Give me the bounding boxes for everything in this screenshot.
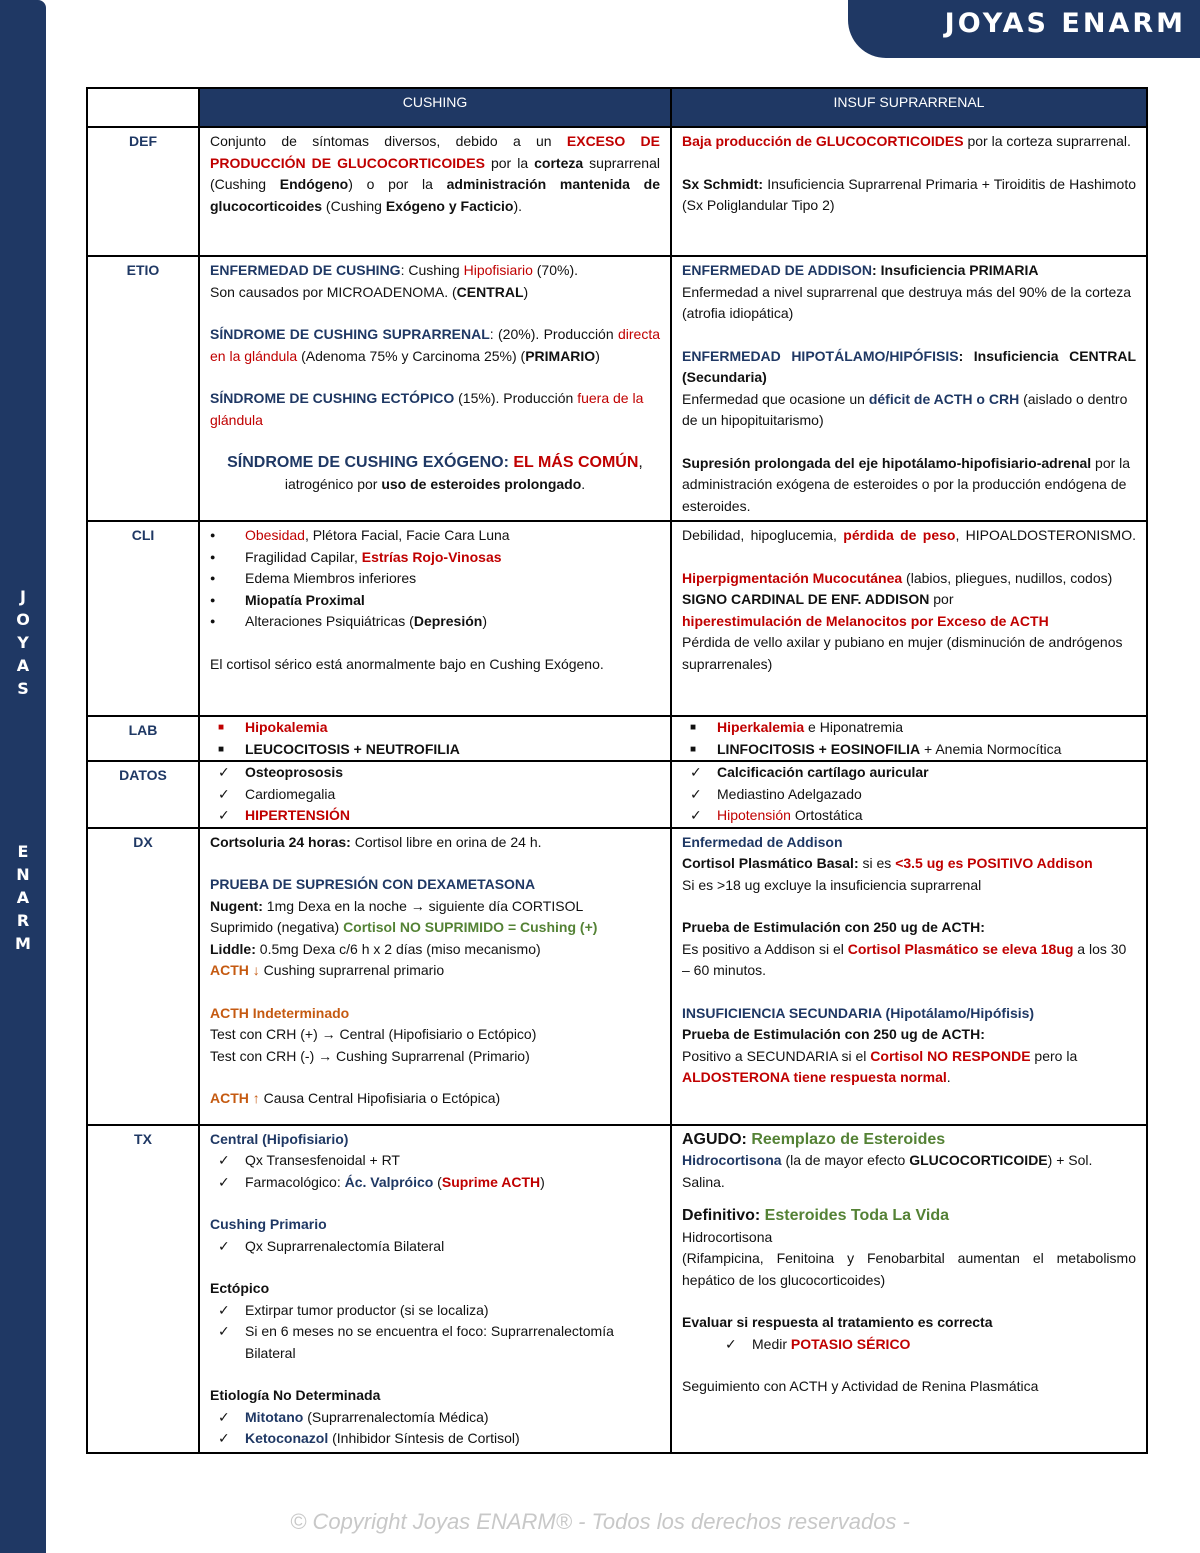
lab-cushing: [199, 716, 671, 761]
row-label-dx: DX: [87, 828, 199, 1125]
list-item: ✓ Qx Transesfenoidal + RT: [210, 1150, 660, 1172]
datos-cushing: [199, 761, 671, 828]
list-item: ✓ Medir POTASIO SÉRICO: [717, 1334, 1136, 1356]
list-item: ✓ Extirpar tumor productor (si se localiza): [210, 1300, 660, 1322]
list-item: ✓ Farmacológico: Ác. Valpróico (Suprime ACTH): [210, 1172, 660, 1194]
lab-insuf: [671, 716, 1147, 761]
list-item: ● Fragilidad Capilar, Estrías Rojo-Vinosas: [210, 547, 660, 569]
list-item: ✓ Hipotensión Ortostática: [682, 805, 1136, 827]
left-sidebar: [0, 0, 46, 1553]
list-item: ■ LINFOCITOSIS + EOSINOFILIA + Anemia Normocítica: [682, 739, 1136, 761]
etio-insuf: ENFERMEDAD DE ADDISON: Insuficiencia PRIMARIA Enfermedad a nivel suprarrenal que destruya más del 90% de la corteza (atrofia idiopática) ENFERMEDAD HIPOTÁLAMO/HIPÓFISIS: Insuficiencia CENTRAL (Secundaria) Enfermedad que ocasione un déficit de ACTH o CRH (aislado o dentro de un hipopituitarismo) Supresión prolongada del eje hipotálamo-hipofisiario-adrenal por la administración exógena de esteroides o por la producción endógena de esteroides.: [671, 256, 1147, 521]
list-item: ✓ HIPERTENSIÓN: [210, 805, 660, 827]
list-item: ● Miopatía Proximal: [210, 590, 660, 612]
list-item: ● Alteraciones Psiquiátricas (Depresión): [210, 611, 660, 633]
list-item: ✓ Si en 6 meses no se encuentra el foco: Suprarrenalectomía Bilateral: [210, 1321, 660, 1364]
row-label-cli: CLI: [87, 521, 199, 716]
header-insuf: INSUF SUPRARRENAL: [671, 88, 1147, 127]
list-item: ✓ Qx Suprarrenalectomía Bilateral: [210, 1236, 660, 1258]
sidebar-word-enarm: E N A R M: [15, 842, 31, 953]
row-lab: [87, 716, 1147, 761]
list-item: ● Obesidad, Plétora Facial, Facie Cara Luna: [210, 525, 660, 547]
cli-insuf: Debilidad, hipoglucemia, pérdida de peso, HIPOALDOSTERONISMO. Hiperpigmentación Mucocutánea (labios, pliegues, nudillos, codos) SIGNO CARDINAL DE ENF. ADDISON por hiperestimulación de Melanocitos por Exceso de ACTH Pérdida de vello axilar y pubiano en mujer (disminución de andrógenos suprarrenales): [671, 521, 1147, 716]
cli-cushing: ● Obesidad, Plétora Facial, Facie Cara Luna ● Fragilidad Capilar, Estrías Rojo-Vinosas ● Edema Miembros inferiores ● Miopatía Proximal ● Alteraciones Psiquiátricas (Depresión) El cortisol sérico está anormalmente bajo en Cushing Exógeno.: [199, 521, 671, 716]
header-cushing: CUSHING: [199, 88, 671, 127]
row-tx: [87, 1125, 1147, 1453]
tx-cushing: Central (Hipofisiario) ✓ Qx Transesfenoidal + RT ✓ Farmacológico: Ác. Valpróico (Suprime ACTH) Cushing Primario ✓ Qx Suprarrenalectomía Bilateral Ectópico ✓ Extirpar tumor productor (si se localiza) ✓ Si en 6 meses no se encuentra el foco: Suprarrenalectomía Bilateral Etiología No Determinada ✓ Mitotano (Suprarrenalectomía Médica) ✓ Ketoconazol (Inhibidor Síntesis de Cortisol): [199, 1125, 671, 1453]
dx-cushing: Cortsoluria 24 horas: Cortisol libre en orina de 24 h. PRUEBA DE SUPRESIÓN CON DEXAMETASONA Nugent: 1mg Dexa en la noche → siguiente día CORTISOL Suprimido (negativa) Cortisol NO SUPRIMIDO = Cushing (+) Liddle: 0.5mg Dexa c/6 h x 2 días (miso mecanismo) ACTH ↓ Cushing suprarrenal primario ACTH Indeterminado Test con CRH (+) → Central (Hipofisiario o Ectópico) Test con CRH (-) → Cushing Suprarrenal (Primario) ACTH ↑ Causa Central Hipofisiaria o Ectópica): [199, 828, 671, 1125]
row-label-lab: LAB: [87, 716, 199, 761]
row-label-etio: ETIO: [87, 256, 199, 521]
row-label-datos: DATOS: [87, 761, 199, 828]
list-item: ■ LEUCOCITOSIS + NEUTROFILIA: [210, 739, 660, 761]
tx-insuf: AGUDO: Reemplazo de Esteroides Hidrocortisona (la de mayor efecto GLUCOCORTICOIDE) + Sol. Salina. Definitivo: Esteroides Toda La Vida Hidrocortisona (Rifampicina, Fenitoina y Fenobarbital aumentan el metabolismo hepático de los glucocorticoides) Evaluar si respuesta al tratamiento es correcta ✓ Medir POTASIO SÉRICO Seguimiento con ACTH y Actividad de Renina Plasmática: [671, 1125, 1147, 1453]
cli-cushing-list: [210, 525, 660, 633]
list-item: ✓ Osteoprososis: [210, 762, 660, 784]
footer-copyright: © Copyright Joyas ENARM® - Todos los derechos reservados -: [290, 1509, 910, 1534]
datos-insuf: [671, 761, 1147, 828]
row-label-def: DEF: [87, 127, 199, 256]
comparison-table: [86, 87, 1148, 1454]
dx-insuf: Enfermedad de Addison Cortisol Plasmático Basal: si es <3.5 ug es POSITIVO Addison Si es >18 ug excluye la insuficiencia suprarrenal Prueba de Estimulación con 250 ug de ACTH: Es positivo a Addison si el Cortisol Plasmático se eleva 18ug a los 30 – 60 minutos. INSUFICIENCIA SECUNDARIA (Hipotálamo/Hipófisis) Prueba de Estimulación con 250 ug de ACTH: Positivo a SECUNDARIA si el Cortisol NO RESPONDE pero la ALDOSTERONA tiene respuesta normal.: [671, 828, 1147, 1125]
list-item: ✓ Ketoconazol (Inhibidor Síntesis de Cortisol): [210, 1428, 660, 1450]
row-label-tx: TX: [87, 1125, 199, 1453]
list-item: ■ Hiperkalemia e Hiponatremia: [682, 717, 1136, 739]
row-cli: [87, 521, 1147, 716]
list-item: ✓ Mitotano (Suprarrenalectomía Médica): [210, 1407, 660, 1429]
list-item: ✓ Mediastino Adelgazado: [682, 784, 1136, 806]
def-insuf: Baja producción de GLUCOCORTICOIDES por la corteza suprarrenal. Sx Schmidt: Insuficiencia Suprarrenal Primaria + Tiroiditis de Hashimoto (Sx Poliglandular Tipo 2): [671, 127, 1147, 256]
list-item: ■ Hipokalemia: [210, 717, 660, 739]
row-def: [87, 127, 1147, 256]
row-datos: [87, 761, 1147, 828]
row-dx: [87, 828, 1147, 1125]
header-row: [87, 88, 1147, 127]
brand-logo: JOYAS ENARM: [848, 0, 1200, 58]
def-cushing: Conjunto de síntomas diversos, debido a un EXCESO DE PRODUCCIÓN DE GLUCOCORTICOIDES por la corteza suprarrenal (Cushing Endógeno) o por la administración mantenida de glucocorticoides (Cushing Exógeno y Facticio).: [199, 127, 671, 256]
list-item: ● Edema Miembros inferiores: [210, 568, 660, 590]
list-item: ✓ Cardiomegalia: [210, 784, 660, 806]
row-etio: [87, 256, 1147, 521]
etio-cushing: ENFERMEDAD DE CUSHING: Cushing Hipofisiario (70%). Son causados por MICROADENOMA. (CENTRAL) SÍNDROME DE CUSHING SUPRARRENAL: (20%). Producción directa en la glándula (Adenoma 75% y Carcinoma 25%) (PRIMARIO) SÍNDROME DE CUSHING ECTÓPICO (15%). Producción fuera de la glándula SÍNDROME DE CUSHING EXÓGENO: EL MÁS COMÚN, iatrogénico por uso de esteroides prolongado.: [199, 256, 671, 521]
sidebar-word-joyas: J O Y A S: [16, 587, 30, 698]
header-corner: [87, 88, 199, 127]
list-item: ✓ Calcificación cartílago auricular: [682, 762, 1136, 784]
